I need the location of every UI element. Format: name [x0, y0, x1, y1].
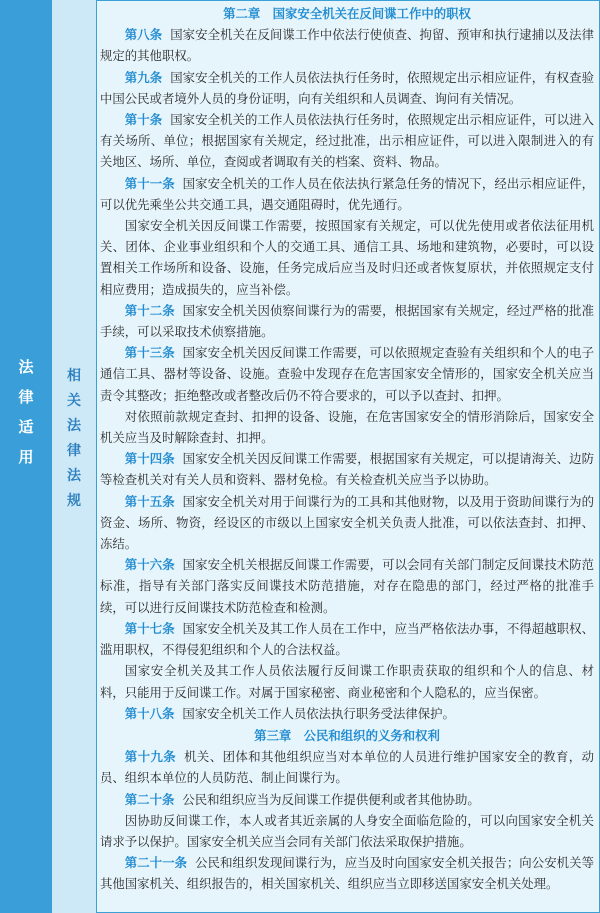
article-number: 第十八条 [124, 705, 175, 721]
article-paragraph [100, 789, 594, 810]
article-number: 第九条 [124, 69, 163, 85]
sidebar-subsection-label: 相 关 法 律 法 规 [67, 368, 81, 509]
article-paragraph [100, 109, 594, 173]
article-text: 因协助反间谍工作，本人或者其近亲属的人身安全面临危险的，可以向国家安全机关请求予以保护。国家安全机关应当会同有关部门依法采取保护措施。 [100, 812, 594, 849]
article-number: 第十七条 [124, 620, 175, 636]
article-number: 第二十一条 [124, 855, 188, 871]
article-paragraph [100, 406, 594, 448]
article-paragraph [100, 554, 594, 618]
article-text: 国家安全机关的工作人员在依法执行紧急任务的情况下，经出示相应证件，可以优先乘坐公共交通工具，遇交通阻碍时，优先通行。 [100, 175, 595, 212]
chapter-title: 第二章 国家安全机关在反间谍工作中的职权 [223, 6, 471, 21]
article-paragraph [100, 67, 594, 109]
article-paragraph [100, 448, 594, 490]
article-text: 公民和组织应当为反间谍工作提供便利或者其他协助。 [182, 791, 480, 807]
article-number: 第十三条 [124, 345, 175, 361]
article-text: 对依照前款规定查封、扣押的设备、设施，在危害国家安全的情形消除后，国家安全机关应当及时解除查封、扣押。 [100, 408, 594, 446]
article-text: 公民和组织发现间谍行为，应当及时向国家安全机关报告；向公安机关等其他国家机关、组织报告的，相关国家机关、组织应当立即移送国家安全机关处理。 [100, 855, 595, 892]
article-text: 国家安全机关因反间谍工作需要，根据国家有关规定，可以提请海关、边防等检查机关对有关人员和资料、器材免检。有关检查机关应当予以协助。 [100, 451, 595, 488]
article-number: 第八条 [124, 27, 163, 43]
article-text: 国家安全机关的工作人员依法执行任务时，依照规定出示相应证件，有权查验中国公民或者境外人员的身份证明，向有关组织和人员调查、询问有关情况。 [100, 69, 595, 106]
document-body [100, 2, 594, 895]
article-text: 国家安全机关因反间谍工作需要，可以依照规定查验有关组织和个人的电子通信工具、器材等设备、设施。查验中发现存在危害国家安全情形的，国家安全机关应当责令其整改；拒绝整改或者整改后仍不符合要求的，可以予以查封、扣押。 [100, 345, 595, 403]
article-text: 国家安全机关及其工作人员依法履行反间谍工作职责获取的组织和个人的信息、材料，只能用于反间谍工作。对属于国家秘密、商业秘密和个人隐私的，应当保密。 [100, 663, 594, 700]
article-number: 第十一条 [124, 175, 175, 191]
chapter-title: 第三章 公民和组织的义务和权利 [254, 727, 440, 743]
sidebar-section-label: 法 律 适 用 [18, 358, 34, 466]
article-number: 第十六条 [124, 557, 175, 573]
article-paragraph [100, 703, 594, 724]
article-number: 第十四条 [124, 451, 175, 467]
article-text: 国家安全机关根据反间谍工作需要，可以会同有关部门制定反间谍技术防范标准，指导有关部门落实反间谍技术防范措施，对存在隐患的部门，经过严格的批准手续，可以进行反间谍技术防范检查和检测。 [100, 557, 595, 615]
article-paragraph [100, 300, 594, 342]
article-paragraph [100, 618, 594, 660]
article-number: 第十五条 [124, 493, 175, 509]
article-paragraph [100, 491, 594, 555]
article-number: 第十九条 [124, 749, 177, 765]
article-text: 国家安全机关因侦察间谍行为的需要，根据国家有关规定，经过严格的批准手续，可以采取技术侦察措施。 [100, 302, 595, 340]
article-number: 第十二条 [124, 302, 175, 318]
article-paragraph [100, 24, 594, 66]
article-text: 国家安全机关对用于间谍行为的工具和其他财物，以及用于资助间谍行为的资金、场所、物资，经设区的市级以上国家安全机关负责人批准，可以依法查封、扣押、冻结。 [100, 493, 595, 552]
article-text: 机关、团体和其他组织应当对本单位的人员进行维护国家安全的教育，动员、组织本单位的人员防范、制止间谍行为。 [100, 749, 595, 786]
article-text: 国家安全机关因反间谍工作需要，按照国家有关规定，可以优先使用或者依法征用机关、团体、企业事业组织和个人的交通工具、通信工具、场地和建筑物，必要时，可以设置相关工作场所和设备、设施，任务完成后应当及时归还或者恢复原状，并依照规定支付相应费用；造成损失的，应当补偿。 [100, 218, 594, 297]
article-number: 第二十条 [124, 791, 175, 807]
article-paragraph [100, 810, 594, 852]
article-text: 国家安全机关工作人员依法执行职务受法律保护。 [182, 705, 455, 721]
article-text: 国家安全机关及其工作人员在工作中，应当严格依法办事，不得超越职权、滥用职权，不得侵犯组织和个人的合法权益。 [100, 620, 595, 658]
article-paragraph [100, 746, 594, 788]
article-paragraph [100, 215, 594, 300]
article-number: 第十条 [124, 112, 163, 128]
article-paragraph [100, 173, 594, 215]
article-text: 国家安全机关的工作人员依法执行任务时，依照规定出示相应证件，可以进入有关场所、单位；根据国家有关规定，经过批准，出示相应证件，可以进入限制进入的有关地区、场所、单位，查阅或者调取有关的档案、资料、物品。 [100, 112, 595, 170]
article-text: 国家安全机关在反间谍工作中依法行使侦查、拘留、预审和执行逮捕以及法律规定的其他职权。 [100, 27, 595, 64]
article-paragraph [100, 342, 594, 406]
article-paragraph [100, 660, 594, 702]
article-paragraph [100, 852, 594, 894]
